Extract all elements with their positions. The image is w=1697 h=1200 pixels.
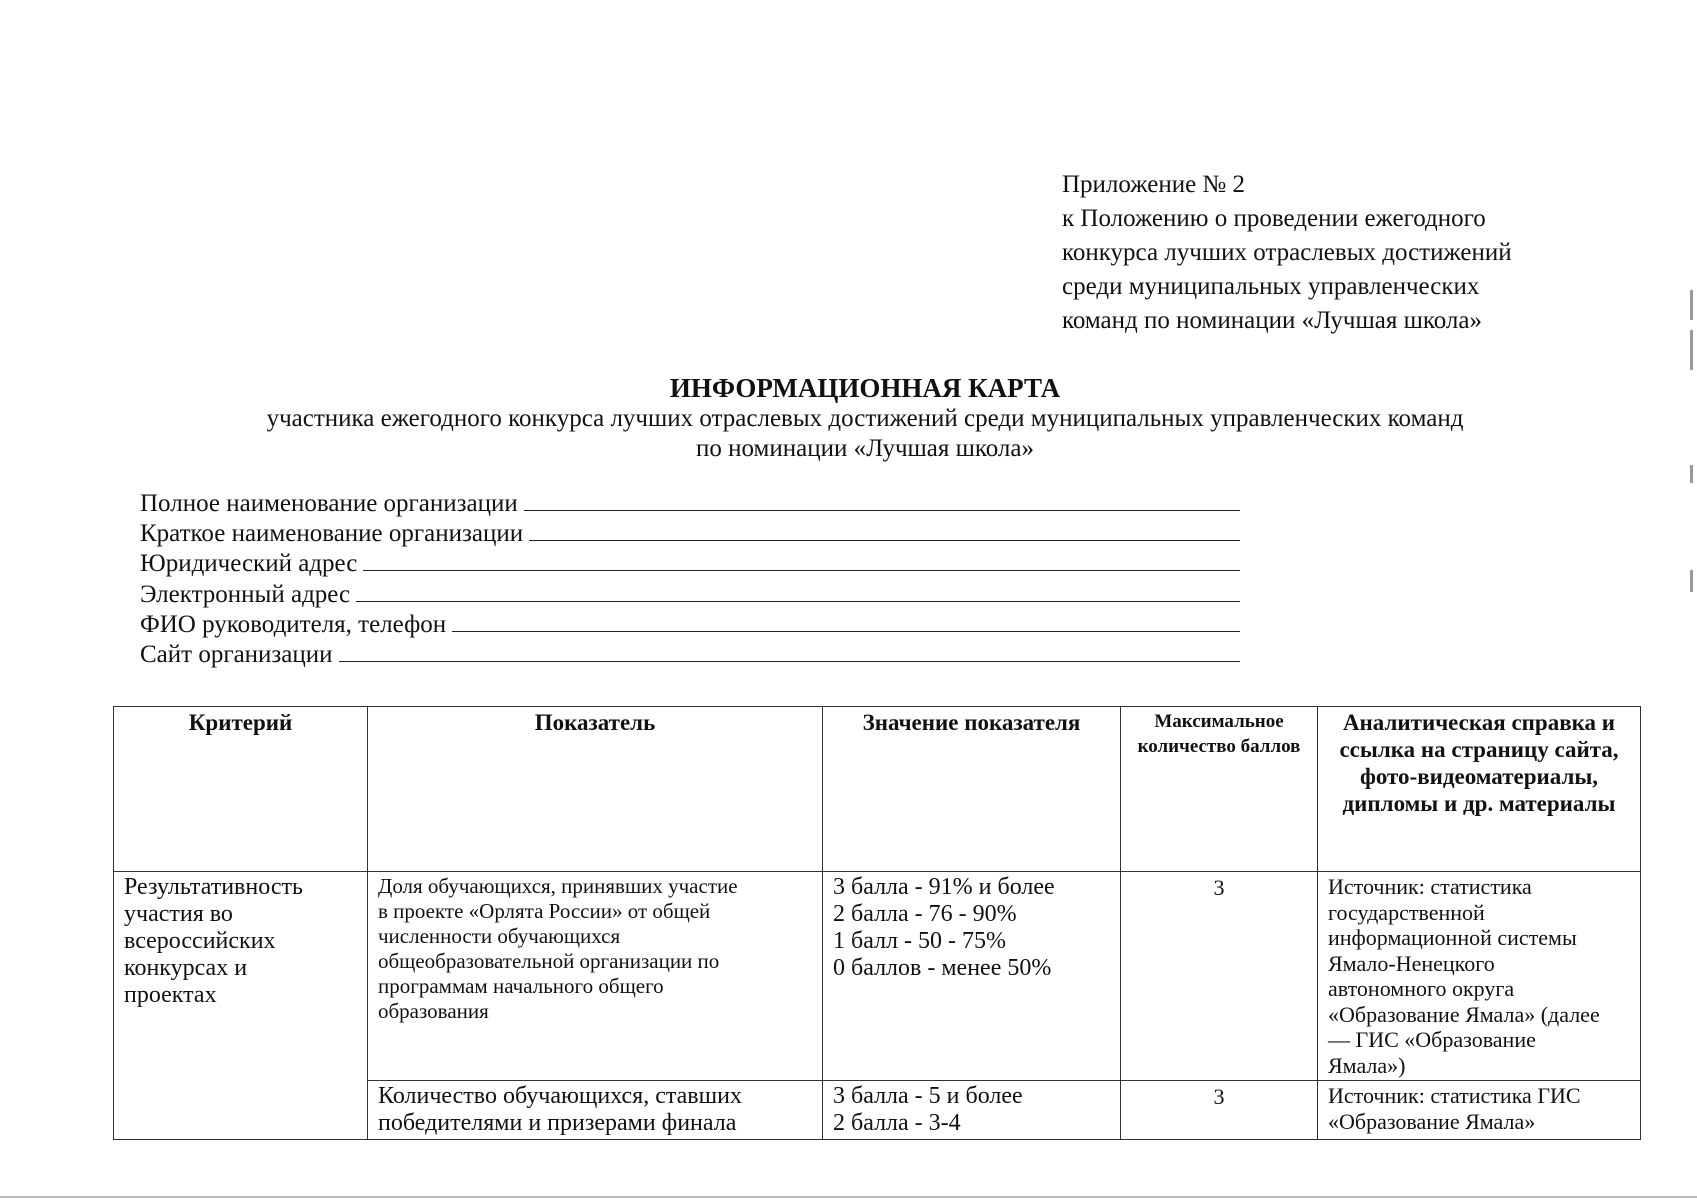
source-cell	[1318, 1081, 1641, 1140]
source-line: информационной системы	[1328, 925, 1577, 950]
field-full-name	[140, 489, 1240, 519]
criterion-line: всероссийских	[124, 928, 276, 954]
appendix-block	[1062, 168, 1662, 338]
field-label: Краткое наименование организации	[140, 520, 524, 548]
field-blank-line[interactable]	[529, 520, 1240, 541]
source-line: — ГИС «Образование	[1328, 1027, 1536, 1052]
value-line: 2 балла - 3-4	[833, 1110, 961, 1136]
source-line: «Образование Ямала»	[1328, 1108, 1536, 1134]
subtitle-line: участника ежегодного конкурса лучших отраслевых достижений среди муниципальных управленческих команд	[266, 405, 1464, 432]
field-blank-line[interactable]	[363, 550, 1240, 571]
field-short-name	[140, 519, 1240, 549]
field-blank-line[interactable]	[339, 641, 1240, 662]
indicator-cell	[368, 872, 823, 1081]
indicator-line: победителями и призерами финала	[378, 1110, 737, 1136]
indicator-cell	[368, 1081, 823, 1140]
field-email	[140, 580, 1240, 610]
appendix-line: команд по номинации «Лучшая школа»	[1062, 307, 1482, 334]
field-legal-address	[140, 549, 1240, 579]
field-label: Электронный адрес	[140, 580, 351, 608]
criterion-line: проектах	[124, 982, 217, 1008]
table-header-row	[114, 707, 1641, 872]
criterion-line: конкурсах и	[124, 955, 248, 981]
indicator-line: программам начального общего	[378, 974, 664, 998]
document-title: ИНФОРМАЦИОННАЯ КАРТА	[669, 373, 1061, 403]
indicator-line: Доля обучающихся, принявших участие	[378, 874, 738, 898]
appendix-line: среди муниципальных управленческих	[1062, 273, 1480, 300]
indicator-line: численности обучающихся	[378, 924, 621, 948]
source-line: Источник: статистика	[1328, 874, 1532, 899]
field-blank-line[interactable]	[452, 611, 1240, 632]
criterion-line: участия во	[124, 901, 233, 927]
indicator-line: в проекте «Орлята России» от общей	[378, 899, 711, 923]
table-row	[114, 872, 1641, 1081]
appendix-line: к Положению о проведении ежегодного	[1062, 205, 1486, 232]
scan-edge-mark	[1690, 465, 1693, 483]
header-max-points: Максимальное количество баллов	[1121, 707, 1318, 872]
field-website	[140, 640, 1240, 670]
scan-edge-mark	[1690, 570, 1693, 592]
appendix-line: конкурса лучших отраслевых достижений	[1062, 239, 1512, 266]
field-label: Сайт организации	[140, 641, 333, 669]
source-line: государственной	[1328, 899, 1485, 925]
header-indicator: Показатель	[368, 707, 823, 872]
criterion-line: Результативность	[124, 874, 303, 900]
value-line: 1 балл - 50 - 75%	[833, 928, 1007, 954]
source-line: Ямало-Ненецкого	[1328, 950, 1495, 976]
header-criterion: Критерий	[114, 707, 368, 872]
value-cell	[823, 1081, 1121, 1140]
document-subtitle	[0, 404, 1697, 464]
field-label: Юридический адрес	[140, 550, 358, 578]
value-cell	[823, 872, 1121, 1081]
criterion-cell	[114, 872, 368, 1140]
scan-edge-mark	[1690, 330, 1693, 370]
field-blank-line[interactable]	[524, 490, 1240, 511]
field-blank-line[interactable]	[356, 581, 1240, 602]
field-label: ФИО руководителя, телефон	[140, 610, 447, 638]
criteria-table	[113, 706, 1641, 1140]
field-director-phone	[140, 610, 1240, 640]
scan-edge-mark	[1690, 290, 1693, 320]
indicator-line: общеобразовательной организации по	[378, 949, 720, 973]
value-line: 0 баллов - менее 50%	[833, 955, 1052, 981]
header-analytics: Аналитическая справка и ссылка на страницу сайта, фото-видеоматериалы, дипломы и др. материалы	[1318, 707, 1641, 872]
value-line: 2 балла - 76 - 90%	[833, 901, 1017, 927]
source-line: автономного округа	[1328, 976, 1515, 1001]
appendix-line: Приложение № 2	[1062, 171, 1246, 198]
header-value: Значение показателя	[823, 707, 1121, 872]
max-points-cell: 3	[1121, 1081, 1318, 1140]
source-line: Источник: статистика ГИС	[1328, 1083, 1581, 1108]
field-label: Полное наименование организации	[140, 490, 518, 517]
source-line: Ямала»)	[1328, 1052, 1406, 1078]
value-line: 3 балла - 5 и более	[833, 1083, 1023, 1109]
source-cell	[1318, 872, 1641, 1081]
value-line: 3 балла - 91% и более	[833, 874, 1055, 900]
source-line: «Образование Ямала» (далее	[1328, 1001, 1600, 1027]
subtitle-line: по номинации «Лучшая школа»	[696, 435, 1034, 462]
page-bottom-edge	[0, 1196, 1697, 1198]
organization-fields	[140, 489, 1240, 670]
indicator-line: Количество обучающихся, ставших	[378, 1083, 742, 1109]
max-points-cell: 3	[1121, 872, 1318, 1081]
indicator-line: образования	[378, 999, 489, 1023]
